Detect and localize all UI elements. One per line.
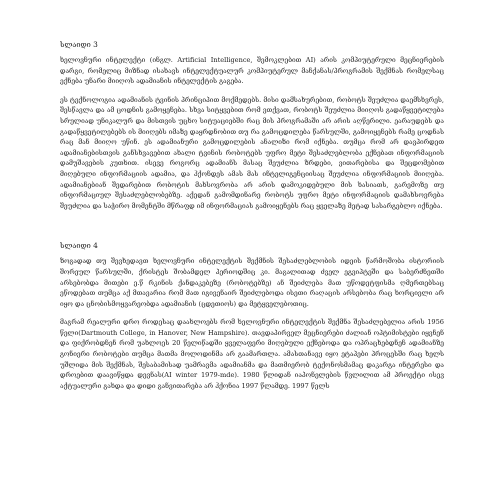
document-page [60,40,444,488]
paragraph: ხელოვნური ინტელექტი (ინგლ. Artificial Intelligence, შემოკლებით AI) არის კომპიუტერული მეცნიერების დარგი, რომელიც მიზნად ისახავს ინტელექტუალურ კომპიუტერულ მანქანას/პროგრამის შექმნას რომელსაც ექნება უნარი მიიღოს ადამიანის ინტელექტის გაგება. [60,56,444,86]
section-heading: სლაიდი 3 [60,40,98,49]
paragraph: მაგრამ რეალური დრო როდესაც დაახლოებს რომ ხელოვნური ინტელექტის შექმნა შესაძლებელია არის 1956 წელი(Dartmouth College, in Hanover, New Hampshire). თავდაპირველ მეცნიერები ძალიან ოპტიმისტები იყვნენ და ფიქრობდნენ რომ უახლოეს 20 წელიწადში ყველაფერი მიღებული ექნებოდა და ოპრაცხებდნენ ადამიანზე გონიერი რობოტები თუმცა მათმა მოლოდინმა არ გაამართლა. ამასთანავე იყო ეტაპები პროცესში რაც ხელს უშლიდა მის შექმნას, შესაბამისად უამრავმა ადამიანმა და მათმიერობ ტექონოსმამაც დაკარგა ინტერესი და დროებით დაავიწყდა დევნას(AI winter 1979-mde). 1980 წლიდან იაპონელების წვლილით ამ პროექტი ისევ აქტუალური გახდა და დიდი განვითარება არ ჰქონია 1997 წლამდე. 1997 წელს [60,318,444,390]
section-spacer [60,219,444,241]
section-slide-3 [60,40,444,211]
section-slide-4 [60,241,444,391]
section-heading: სლაიდი 4 [60,241,98,251]
paragraph: ზოგადად თუ შევხედავთ ხელოვნური ინტელექტის შექმნის შესაძლებლობის იდეის წარმოშობა ისტორიის შორეულ წარსულში, ქრისტეს შობამდელ პერიოდშიც კი. მაგალითად ძველ ეგვიპტეში და საბერძნეთში არსებობდა მითები ე.წ რკინის ქანდაკებეზე (რობოტებზე) ან შეიძლება მათ უწოდეტფისმა ღმერთებსაც ეწოდებათ თუმცა აქ მთავარია რომ მათ იგივენაირ შეიძლებოდა ისეთი რაღაცის არსებობა რაც ხორციელი არ იყო და ცნობისმოყვარეობდა ადამიანის (ცდეთიოს) და მეტყველებოთიც. [60,257,444,308]
paragraph: ეს ტექნოლოგია ადამიანის ტვინის პრინციპით მოქმედებს. მისი დამსახურებით, რობოტს შეუძლია დაემსხვრეს, შესწავლა და ამ ცოდნის გამოყენება. სხვა სიტყვებით რომ ვთქვათ, რობოტს შეუძლია მიიღოს გადაწყვეტილება სრულიად უნიკალურ და მისთვის უცხო სიტუაციებში რაც მის პროგრამაში არ არის აღწერილი. ეარაუდებს და გადაწყვეტილებებს ის მიიღებს იმაზე დაყრდნობით თუ რა გამოცდილება წარსულში, გამოიყენებს რამე ცოდნას რაც მან მიიღო უწინ. ეს ადამიანური გამოცდილების ანალიზი რომ იქნება. თუმცა რომ არ დავპირდეთ ადამიანებისთვის განსხვავებით ახალი ტვინის რობოტებს უფრო მეტი შესაძლებლობა ექნებათ ინფორმაციის დამუშავების კუთხით. ისევე როგორც ადამიანს მასაც შეუძლია ზრდები, ვითარებისა და შეცდომებით მიღებული ინფორმაციის ადამია, და ჰქონდეს ამას მას ინტელიგენციისაც შეუძლია ინფორმაციის მიიღება. ადამიანებიან შედარებით რობოტის მახსოვრობა არ არის დამოკიდებული მის ხასიათს, გარემოზე თუ ინფორმაციულ შესაძლებლობებზე. აქედან გამომდინარე რობოტს უფრო მეტი ინფორმაციის დამახსოვრება შეუძლია და საჭირო მომენტში მწრაფდ იმ ინფორმაციას გამოიყენებს რაც ყველაზე მეტად სასარგებლო იქნება. [60,95,444,210]
